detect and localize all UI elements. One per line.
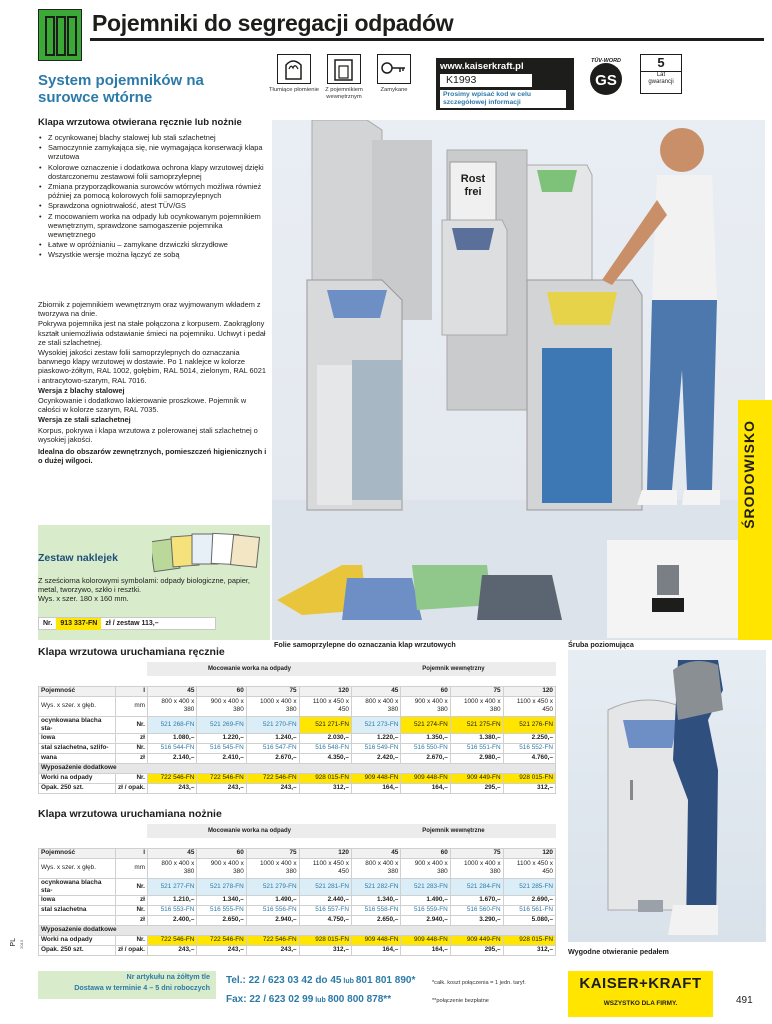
table-manual-title: Klapa wrzutowa uruchamiana ręcznie [38, 646, 225, 658]
article-number[interactable]: 722 546-FN [147, 935, 196, 945]
price: 1.340,– [197, 895, 246, 905]
price: 243,– [147, 945, 196, 955]
article-number[interactable]: 521 285-FN [503, 878, 555, 895]
group-header: Pojemnik wewnętrzny [351, 662, 555, 676]
cell: 900 x 400 x 380 [401, 696, 450, 716]
article-number[interactable]: 928 015-FN [299, 935, 351, 945]
article-number[interactable]: 516 550-FN [401, 743, 450, 753]
article-number[interactable]: 521 270-FN [246, 716, 299, 733]
free-call-note: **połączenie bezpłatne [432, 998, 489, 1004]
feature-list [38, 133, 266, 261]
article-number[interactable]: 909 448-FN [401, 773, 450, 783]
row-label: ocynkowana blacha sta- [39, 878, 116, 895]
article-number[interactable]: 516 556-FN [246, 905, 299, 915]
price: 2.940,– [246, 915, 299, 925]
cell: 60 [197, 848, 246, 858]
article-number[interactable]: 516 555-FN [197, 905, 246, 915]
guarantee-label: gwarancji [648, 79, 674, 85]
image-caption: Folie samoprzylepne do oznaczania klap wrzutowych [274, 640, 456, 649]
tuv-gs-cert-icon [582, 54, 630, 100]
cell: 1000 x 400 x 380 [450, 696, 503, 716]
article-number[interactable]: 521 268-FN [147, 716, 196, 733]
feature-item: • Sprawdzona ogniotrwałość, atest TÜV/GS [38, 201, 266, 210]
price: 1.490,– [246, 895, 299, 905]
article-number[interactable]: 516 552-FN [503, 743, 555, 753]
row-label: Opak. 250 szt. [39, 783, 116, 793]
unit: zł [115, 733, 147, 743]
recycling-bins-icon [38, 9, 82, 61]
category-tab-label: ŚRODOWISKO [741, 420, 757, 529]
inox-version-text: Korpus, pokrywa i klapa wrzutowa z polerowanej stali szlachetnej o wysokiej jakości. [38, 425, 258, 444]
tel-prefix: Tel.: [226, 975, 249, 986]
feature-item: • Z mocowaniem worka na odpady lub ocynkowanym pojemnikiem wewnętrznym, sprawdzone samogaszenie pojemnika wewnętrznego [38, 212, 266, 240]
price: 2.670,– [246, 753, 299, 763]
description [38, 300, 268, 466]
price: 2.670,– [401, 753, 450, 763]
cell: 900 x 400 x 380 [197, 696, 246, 716]
cell: 120 [299, 848, 351, 858]
row-label: wana [39, 753, 116, 763]
price: 295,– [450, 783, 503, 793]
picto-caption: Z pojemnikiem wewnętrznym [325, 87, 363, 100]
article-number[interactable]: 521 278-FN [197, 878, 246, 895]
row-label: stal szlachetna, szlifo- [39, 743, 116, 753]
unit: zł [115, 895, 147, 905]
article-number[interactable]: 521 269-FN [197, 716, 246, 733]
cell: 900 x 400 x 380 [197, 858, 246, 878]
image-caption: Śruba poziomująca [568, 640, 634, 649]
rostfrei-label-line1: Rost [460, 173, 486, 185]
article-number[interactable]: 516 558-FN [351, 905, 400, 915]
price: 2.690,– [503, 895, 555, 905]
inner-bin-icon [327, 54, 361, 84]
cell: 45 [351, 686, 400, 696]
sticker-set-image [152, 530, 262, 578]
row-label: Wys. x szer. x głęb. [39, 858, 116, 878]
article-number[interactable]: 909 449-FN [450, 935, 503, 945]
desc-paragraph: Pokrywa pojemnika jest na stałe połączona z korpusem. Zaokrąglony kształt uniemożliwia odstawianie śmieci na pojemniku. Uchwyt i pedał ze stali szlachetnej. [38, 319, 266, 347]
sticker-set-title: Zestaw naklejek [38, 552, 118, 564]
article-number[interactable]: 909 449-FN [450, 773, 503, 783]
article-number[interactable]: 516 557-FN [299, 905, 351, 915]
unit: Nr. [115, 905, 147, 915]
cell: 1000 x 400 x 380 [246, 696, 299, 716]
cell: 800 x 400 x 380 [147, 858, 196, 878]
price: 243,– [147, 783, 196, 793]
cell: 45 [351, 848, 400, 858]
article-number[interactable]: 521 284-FN [450, 878, 503, 895]
phone-number-2[interactable]: 801 801 890* [355, 975, 416, 986]
unit: zł / opak. [115, 783, 147, 793]
article-number[interactable]: 521 282-FN [351, 878, 400, 895]
price: 243,– [246, 783, 299, 793]
key-icon [377, 54, 411, 84]
cell: 120 [299, 686, 351, 696]
price: 4.750,– [299, 915, 351, 925]
guarantee-badge [640, 54, 682, 94]
price: 2.650,– [197, 915, 246, 925]
cell: 60 [401, 848, 450, 858]
price: 2.030,– [299, 733, 351, 743]
price: 2.940,– [401, 915, 450, 925]
cell: 800 x 400 x 380 [351, 858, 400, 878]
article-number[interactable]: 521 276-FN [503, 716, 555, 733]
article-number[interactable]: 516 549-FN [351, 743, 400, 753]
article-number[interactable]: 516 547-FN [246, 743, 299, 753]
cell: 800 x 400 x 380 [351, 696, 400, 716]
category-tab[interactable] [738, 400, 772, 640]
article-number[interactable]: 722 546-FN [197, 935, 246, 945]
price: 1.490,– [401, 895, 450, 905]
article-number[interactable]: 516 551-FN [450, 743, 503, 753]
article-number[interactable]: 521 283-FN [401, 878, 450, 895]
article-number[interactable]: 521 274-FN [401, 716, 450, 733]
row-label: Pojemność [39, 848, 116, 858]
unit: l [115, 686, 147, 696]
row-label: Worki na odpady [39, 935, 116, 945]
price: 164,– [401, 945, 450, 955]
price: 243,– [197, 945, 246, 955]
cell: 60 [401, 686, 450, 696]
group-header: Mocowanie worka na odpady [147, 824, 351, 838]
svg-text:GS: GS [595, 72, 617, 89]
price-table-foot [38, 824, 556, 956]
cell: 1100 x 450 x 450 [299, 696, 351, 716]
cell: 75 [450, 686, 503, 696]
web-code-note: Prosimy wpisać kod w celu szczegółowej informacji [440, 90, 566, 108]
article-number[interactable]: 909 448-FN [351, 935, 400, 945]
row-label [39, 915, 116, 925]
price: 2.250,– [503, 733, 555, 743]
price: 1.670,– [450, 895, 503, 905]
price: 4.350,– [299, 753, 351, 763]
unit: Nr. [115, 935, 147, 945]
language-code: PL [10, 938, 17, 947]
nr-label: Nr. [43, 620, 53, 627]
article-number[interactable]: 722 546-FN [246, 773, 299, 783]
article-number[interactable]: 521 279-FN [246, 878, 299, 895]
cell: 900 x 400 x 380 [401, 858, 450, 878]
article-number[interactable]: 913 337-FN [56, 618, 101, 630]
article-number[interactable]: 722 546-FN [246, 935, 299, 945]
price: 1.210,– [147, 895, 196, 905]
row-label: ocynkowana blacha sta- [39, 716, 116, 733]
article-number[interactable]: 722 546-FN [147, 773, 196, 783]
price: 295,– [450, 945, 503, 955]
section-subtitle: Klapa wrzutowa otwierana ręcznie lub nożnie [38, 117, 242, 128]
catalog-year: 2013 [19, 940, 24, 949]
cell: 1100 x 450 x 450 [503, 858, 555, 878]
picto-caption: Tłumiące płomienie [269, 87, 319, 93]
unit: Nr. [115, 878, 147, 895]
unit: Nr. [115, 743, 147, 753]
group-header: Pojemnik wewnętrzne [351, 824, 555, 838]
title-rule [90, 38, 764, 41]
price: 2.440,– [299, 895, 351, 905]
cert-label: TÜV-WORD [590, 58, 622, 64]
price: 1.340,– [351, 895, 400, 905]
cell: 45 [147, 686, 196, 696]
row-label: Pojemność [39, 686, 116, 696]
price: 1.080,– [147, 733, 196, 743]
article-number[interactable]: 516 561-FN [503, 905, 555, 915]
phone-line [226, 975, 415, 986]
cell: 120 [503, 686, 555, 696]
row-label: Opak. 250 szt. [39, 945, 116, 955]
cell: 1000 x 400 x 380 [450, 858, 503, 878]
page-number: 491 [736, 995, 753, 1006]
rostfrei-label-line2: frei [464, 186, 482, 198]
price: 2.980,– [450, 753, 503, 763]
brand-logo [568, 971, 713, 1017]
inox-version-title: Wersja ze stali szlachetnej [38, 415, 131, 425]
feature-item: • Zmiana przyporządkowania surowców wtórnych możliwa również później za pomocą kolorowych folii samoprzylepnych [38, 182, 266, 200]
price: 3.290,– [450, 915, 503, 925]
article-number[interactable]: 516 560-FN [450, 905, 503, 915]
price: 2.400,– [147, 915, 196, 925]
article-number[interactable]: 521 271-FN [299, 716, 351, 733]
unit: l [115, 848, 147, 858]
price: 2.410,– [197, 753, 246, 763]
article-number[interactable]: 521 281-FN [299, 878, 351, 895]
subsection-label: Wyposażenie dodatkowe [39, 763, 556, 773]
price: 2.140,– [147, 753, 196, 763]
section-title [38, 72, 258, 106]
delivery-note-line2: Dostawa w terminie 4 – 5 dni roboczych [74, 983, 210, 992]
unit: mm [115, 696, 147, 716]
tariff-note: *całk. koszt połączenia = 1 jedn. taryf. [432, 980, 526, 986]
row-label: stal szlachetna [39, 905, 116, 915]
desc-paragraph: Wysokiej jakości zestaw folii samoprzylepnych do oznaczania barwnego klapy wrzutowej w dostawie. Po 1 naklejce w kolorze piaskowo-żółtym, RAL 1002, gołębim, RAL 5014, zielonym, RAL 6021 i antracytowo-szarym, RAL 7016. [38, 348, 266, 385]
website-link[interactable]: www.kaiserkraft.pl [440, 61, 524, 72]
section-title-line2: surowce wtórne [38, 89, 153, 106]
product-photo [272, 120, 765, 640]
guarantee-label: Lat [656, 72, 666, 78]
unit: mm [115, 858, 147, 878]
price: 1.220,– [351, 733, 400, 743]
ideal-note: Idealna do obszarów zewnętrznych, pomieszczeń higienicznych i o dużej wilgoci. [38, 447, 267, 466]
price-table-manual [38, 662, 556, 794]
steel-version-title: Wersja z blachy stalowej [38, 385, 125, 395]
price: 5.080,– [503, 915, 555, 925]
row-label: lowa [39, 895, 116, 905]
article-number[interactable]: 521 277-FN [147, 878, 196, 895]
sticker-set-description: Z sześciorna kolorowymi symbolami: odpady biologiczne, papier, metal, tworzywo, szkło i resztki. [38, 576, 250, 595]
feature-item: • Z ocynkowanej blachy stalowej lub stali szlachetnej [38, 133, 266, 142]
row-label: Wys. x szer. x głęb. [39, 696, 116, 716]
row-label: Worki na odpady [39, 773, 116, 783]
price: 243,– [197, 783, 246, 793]
price: 1.350,– [401, 733, 450, 743]
price: 243,– [246, 945, 299, 955]
cell: 120 [503, 848, 555, 858]
article-number[interactable]: 521 275-FN [450, 716, 503, 733]
article-number[interactable]: 928 015-FN [503, 773, 555, 783]
article-number[interactable]: 516 548-FN [299, 743, 351, 753]
fax-line [226, 994, 391, 1005]
web-code-box [436, 58, 574, 110]
page-title: Pojemniki do segregacji odpadów [92, 10, 454, 36]
cell: 1100 x 450 x 450 [299, 858, 351, 878]
desc-paragraph: Zbiornik z pojemnikiem wewnętrznym oraz wyjmowanym wkładem z tworzywa na dnie. [38, 300, 261, 319]
unit: Nr. [115, 716, 147, 733]
price: 4.760,– [503, 753, 555, 763]
fax-number[interactable]: 22 / 623 02 99 [249, 994, 314, 1005]
price: 164,– [351, 945, 400, 955]
fax-prefix: Fax: [226, 994, 250, 1005]
price: 2.650,– [351, 915, 400, 925]
group-header: Mocowanie worka na odpady [147, 662, 351, 676]
article-number[interactable]: 909 448-FN [401, 935, 450, 945]
fax-number-2[interactable]: 800 800 878** [327, 994, 392, 1005]
unit: zł [115, 915, 147, 925]
brand-name: KAISER+KRAFT [579, 975, 702, 992]
phone-number[interactable]: 22 / 623 03 42 do 45 [248, 975, 342, 986]
feature-item: • Samoczynnie zamykająca się, nie wymagająca konserwacji klapa wrzutowa [38, 143, 266, 161]
flame-damper-icon [277, 54, 311, 84]
price: 164,– [351, 783, 400, 793]
image-caption: Wygodne otwieranie pedałem [568, 947, 669, 956]
cell: 60 [197, 686, 246, 696]
guarantee-years: 5 [641, 55, 681, 72]
steel-version-text: Ocynkowanie i dodatkowo lakierowanie proszkowe. Pojemnik w całości w kolorze szarym, RAL 7035. [38, 396, 247, 415]
cell: 1000 x 400 x 380 [246, 858, 299, 878]
cell: 800 x 400 x 380 [147, 696, 196, 716]
article-number[interactable]: 928 015-FN [503, 935, 555, 945]
cell: 75 [246, 686, 299, 696]
cell: 1100 x 450 x 450 [503, 696, 555, 716]
or-label: lub [313, 997, 328, 1004]
article-number[interactable]: 516 545-FN [197, 743, 246, 753]
sticker-order-row [38, 617, 216, 630]
price: 1.380,– [450, 733, 503, 743]
price: 312,– [299, 945, 351, 955]
section-title-line1: System pojemników na [38, 72, 204, 89]
sticker-set-size: Wys. x szer. 180 x 160 mm. [38, 594, 129, 604]
price: 312,– [503, 945, 555, 955]
cell: 75 [450, 848, 503, 858]
unit: Nr. [115, 773, 147, 783]
article-number[interactable]: 516 544-FN [147, 743, 196, 753]
pedal-photo [568, 650, 766, 942]
delivery-note-line1: Nr artykułu na żółtym tle [126, 972, 210, 981]
price: 1.220,– [197, 733, 246, 743]
cell: 45 [147, 848, 196, 858]
subsection-label: Wyposażenie dodatkowe [39, 925, 556, 935]
delivery-note [38, 971, 216, 999]
article-number[interactable]: 521 273-FN [351, 716, 400, 733]
feature-item: • Łatwe w opróżnianiu – zamykane drzwiczki skrzydłowe [38, 240, 266, 249]
feature-item: • Kolorowe oznaczenie i dodatkowa ochrona klapy wrzutowej dzięki dostarczonemu zestawowi folii samoprzylepnej [38, 163, 266, 181]
brand-slogan: WSZYSTKO DLA FIRMY. [603, 1000, 678, 1007]
table-foot-title: Klapa wrzutowa uruchamiana nożnie [38, 808, 222, 820]
article-number[interactable]: 928 015-FN [299, 773, 351, 783]
price: 164,– [401, 783, 450, 793]
price: 1.240,– [246, 733, 299, 743]
article-number[interactable]: 722 546-FN [197, 773, 246, 783]
or-label: lub [341, 978, 356, 985]
article-number[interactable]: 516 559-FN [401, 905, 450, 915]
unit: zł / opak. [115, 945, 147, 955]
article-number[interactable]: 516 553-FN [147, 905, 196, 915]
price: 312,– [503, 783, 555, 793]
sticker-set-text [38, 576, 258, 604]
feature-item: • Wszystkie wersje można łączyć ze sobą [38, 250, 266, 259]
price: 2.420,– [351, 753, 400, 763]
article-number[interactable]: 909 448-FN [351, 773, 400, 783]
price: zł / zestaw 113,– [105, 620, 159, 627]
unit: zł [115, 753, 147, 763]
picto-caption: Zamykane [380, 87, 408, 93]
cell: 75 [246, 848, 299, 858]
web-code: K1993 [440, 74, 532, 87]
price: 312,– [299, 783, 351, 793]
row-label: lowa [39, 733, 116, 743]
